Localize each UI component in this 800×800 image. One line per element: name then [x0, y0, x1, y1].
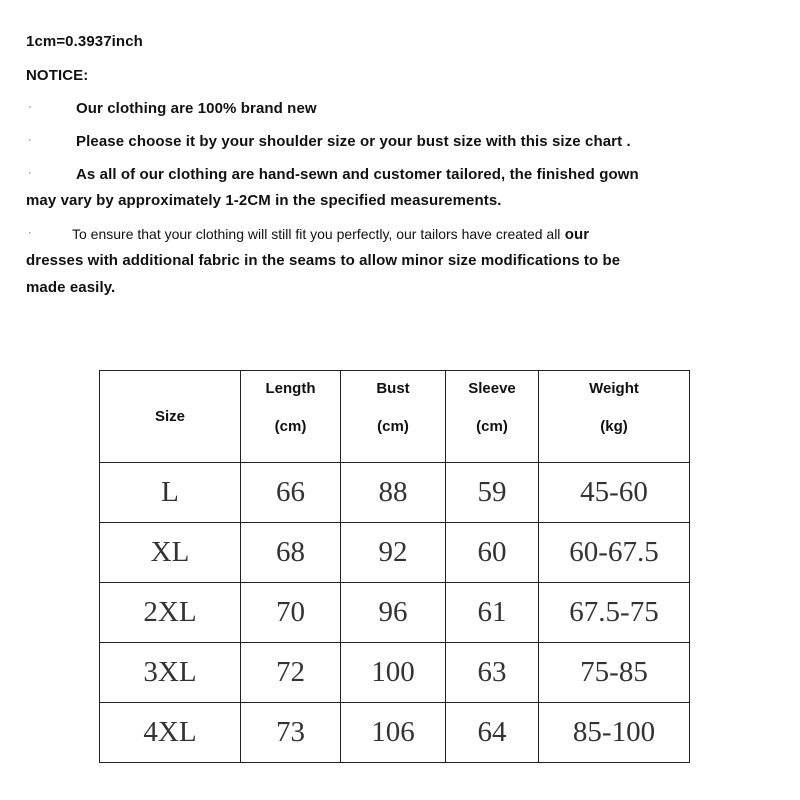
cell-bust: 88 — [341, 463, 446, 523]
cell-weight: 45-60 — [539, 463, 690, 523]
cell-sleeve: 63 — [446, 643, 539, 703]
header-bust-label: Bust — [376, 380, 410, 397]
bullet-dot: · — [28, 101, 32, 113]
header-size-label: Size — [154, 408, 185, 425]
cell-size: 3XL — [100, 643, 241, 703]
table-row — [100, 523, 690, 583]
notice-line-fit-end: made easily. — [26, 279, 116, 296]
cell-length: 66 — [241, 463, 341, 523]
table-row — [100, 703, 690, 763]
size-chart-table — [99, 370, 690, 763]
notice-line-fit-our: our — [564, 226, 590, 243]
cell-sleeve: 64 — [446, 703, 539, 763]
header-sleeve — [446, 371, 539, 463]
cell-bust: 92 — [341, 523, 446, 583]
bullet-dot: · — [28, 227, 32, 239]
cell-length: 70 — [241, 583, 341, 643]
header-sleeve-unit: (cm) — [476, 418, 508, 435]
bullet-dot: · — [28, 134, 32, 146]
notice-line-hand-sewn: As all of our clothing are hand-sewn and customer tailored, the finished gown — [76, 166, 639, 183]
header-length — [241, 371, 341, 463]
header-sleeve-label: Sleeve — [468, 380, 516, 397]
cell-weight: 75-85 — [539, 643, 690, 703]
notice-line-brand-new: Our clothing are 100% brand new — [76, 100, 317, 117]
header-length-unit: (cm) — [274, 418, 307, 435]
header-length-label: Length — [265, 380, 316, 397]
conversion-note: 1cm=0.3937inch — [26, 33, 143, 50]
cell-sleeve: 61 — [446, 583, 539, 643]
table-header-row — [100, 371, 690, 463]
bullet-dot: · — [28, 167, 32, 179]
notice-line-fit — [72, 226, 589, 243]
notice-line-size-chart: Please choose it by your shoulder size or your bust size with this size chart . — [76, 133, 631, 150]
cell-length: 72 — [241, 643, 341, 703]
header-bust — [341, 371, 446, 463]
cell-bust: 96 — [341, 583, 446, 643]
cell-sleeve: 60 — [446, 523, 539, 583]
cell-sleeve: 59 — [446, 463, 539, 523]
header-bust-unit: (cm) — [377, 418, 409, 435]
notice-title: NOTICE: — [26, 67, 89, 84]
notice-line-fit-text: To ensure that your clothing will still fit you perfectly, our tailors have created all — [72, 226, 561, 242]
cell-weight: 67.5-75 — [539, 583, 690, 643]
header-size — [100, 371, 241, 463]
cell-bust: 100 — [341, 643, 446, 703]
header-weight-label: Weight — [589, 380, 639, 397]
table-row — [100, 463, 690, 523]
table-row — [100, 643, 690, 703]
cell-weight: 60-67.5 — [539, 523, 690, 583]
cell-size: 2XL — [100, 583, 241, 643]
cell-bust: 106 — [341, 703, 446, 763]
cell-size: 4XL — [100, 703, 241, 763]
cell-length: 68 — [241, 523, 341, 583]
header-weight-unit: (kg) — [600, 418, 628, 435]
cell-size: L — [100, 463, 241, 523]
cell-size: XL — [100, 523, 241, 583]
notice-line-hand-sewn-cont: may vary by approximately 1-2CM in the specified measurements. — [26, 192, 502, 209]
header-weight — [539, 371, 690, 463]
cell-length: 73 — [241, 703, 341, 763]
table-row — [100, 583, 690, 643]
cell-weight: 85-100 — [539, 703, 690, 763]
notice-line-fit-cont: dresses with additional fabric in the seams to allow minor size modifications to be — [26, 252, 621, 269]
